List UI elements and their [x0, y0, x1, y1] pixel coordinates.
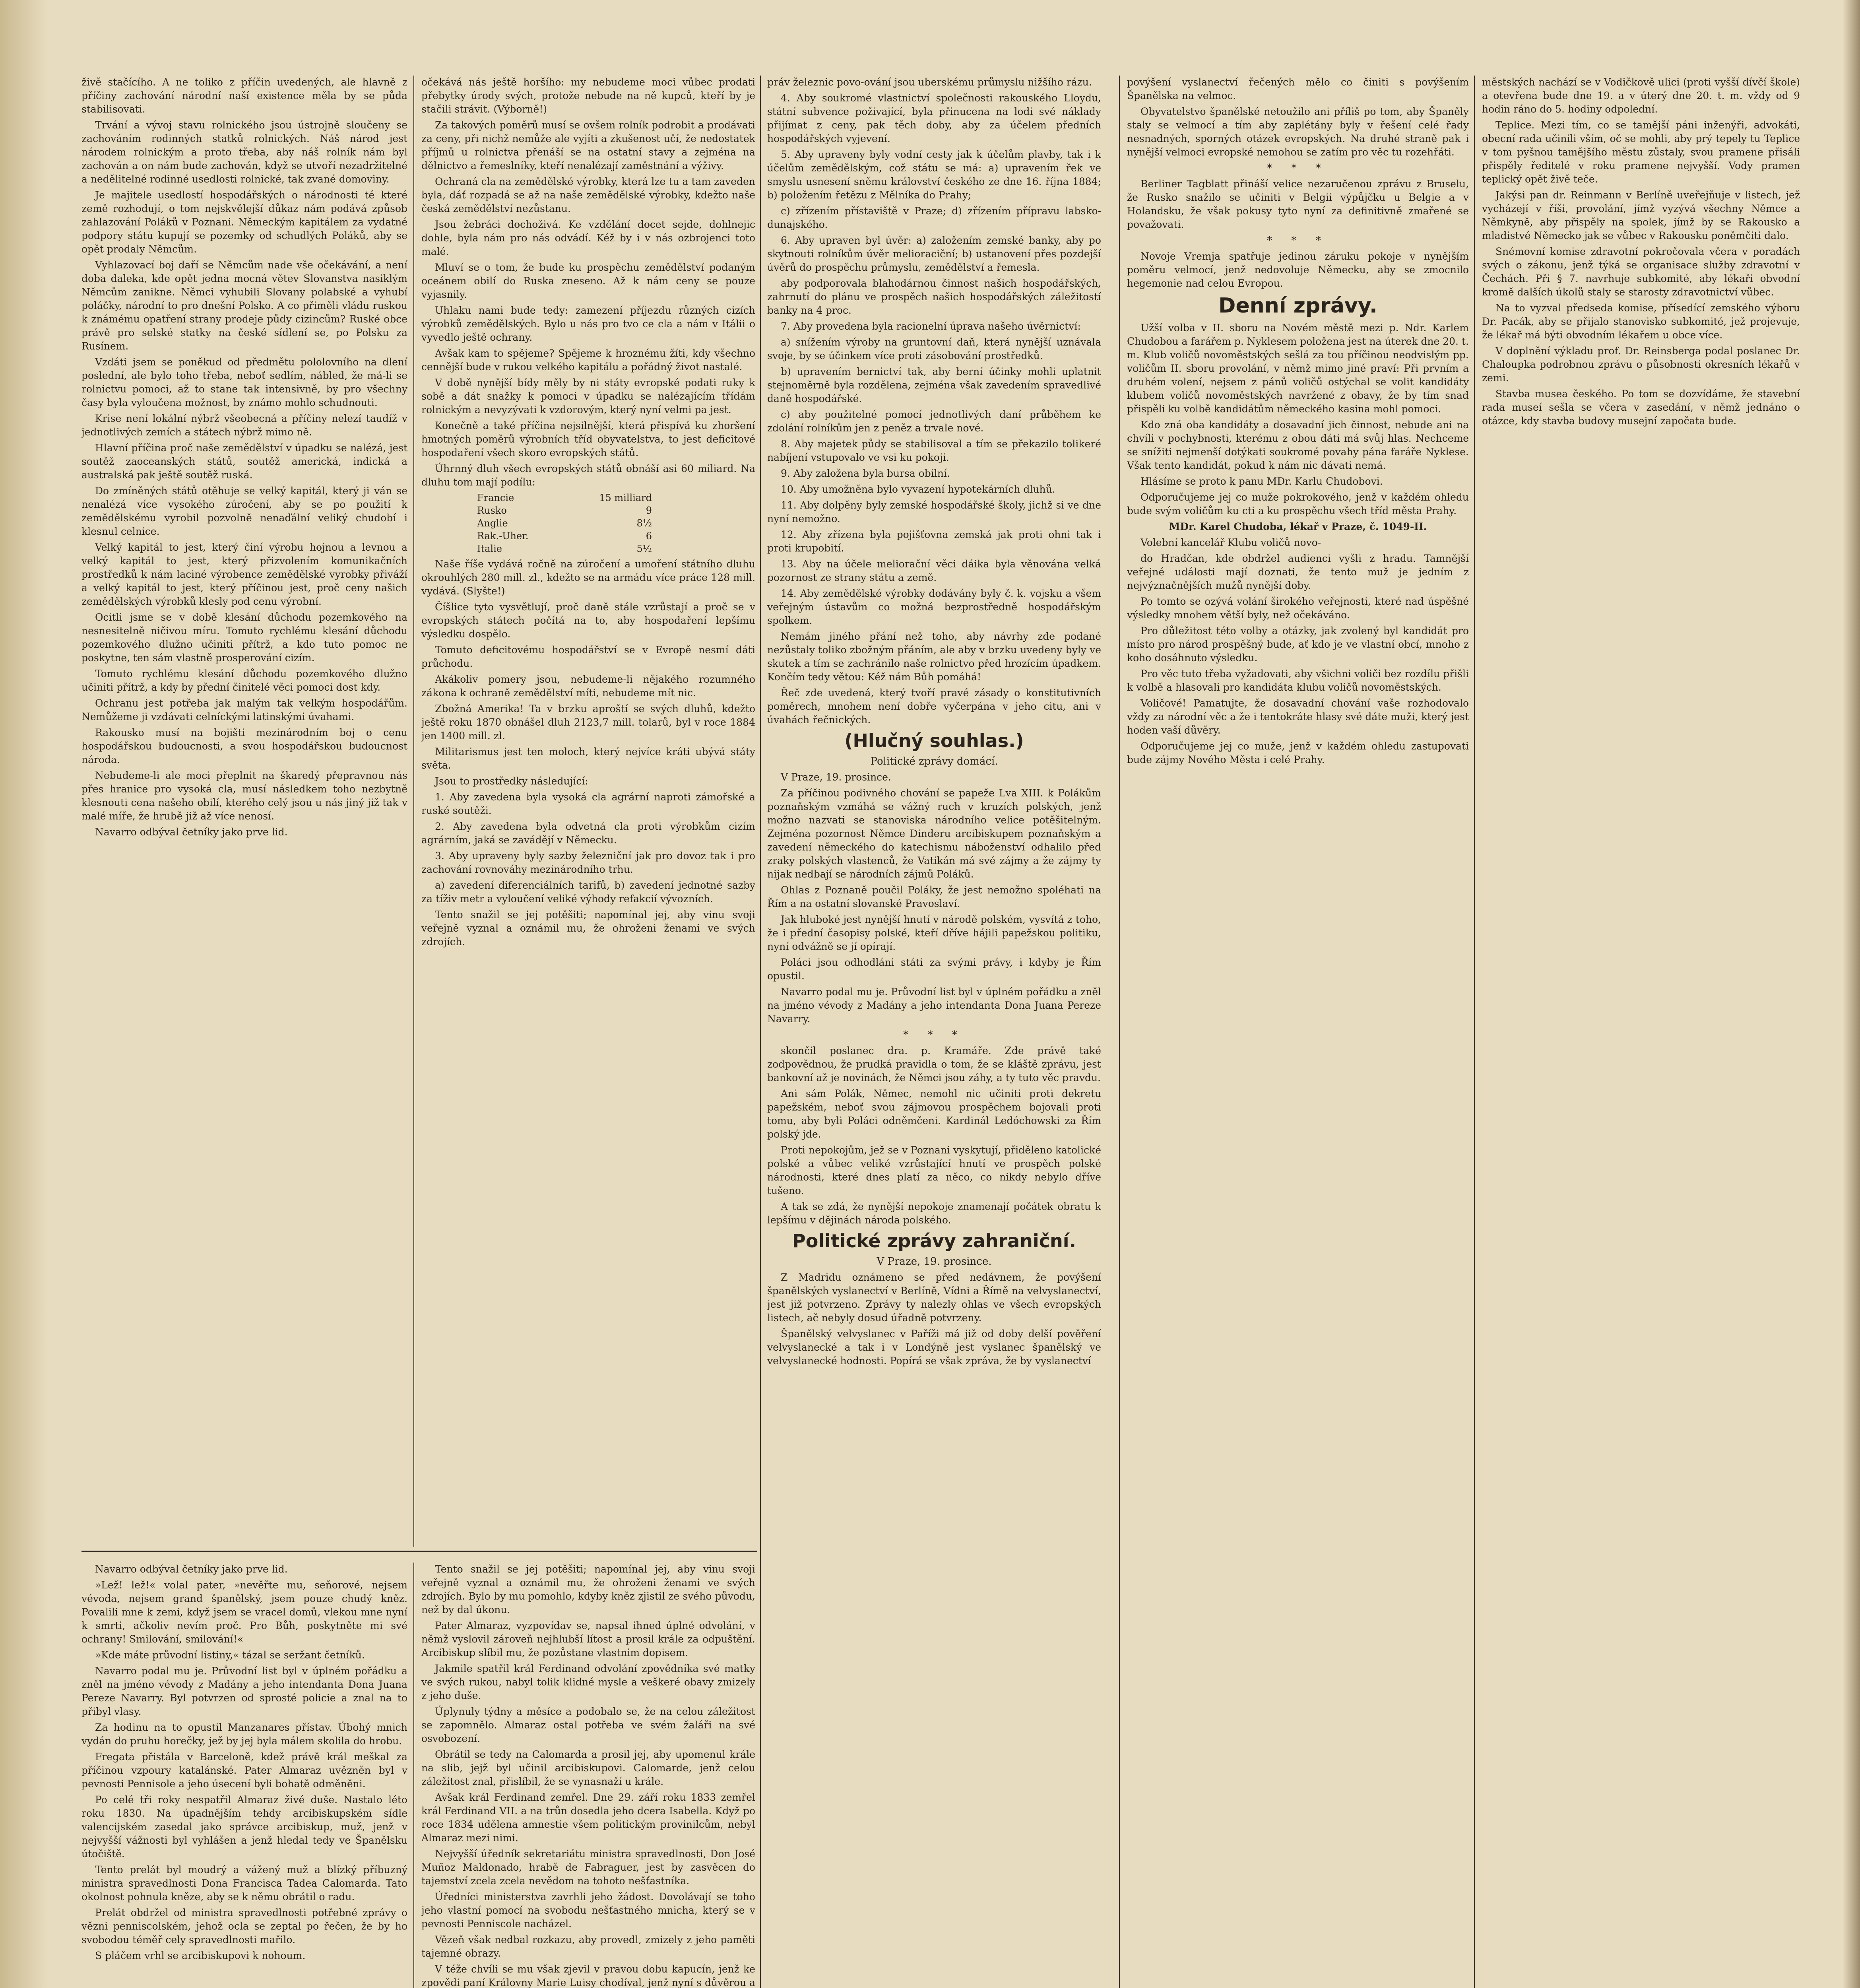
column-5: [1482, 76, 1800, 1988]
paragraph: Velký kapitál to jest, který činí výrobu hojnou a levnou a velký kapitál to jest, který přizvolením komunikačních prostředků k nám laciné výrobence zemědělské vyrobky přiváží a velký kapitál to jest, který příčinou jest, proč ceny našich zemědělských výrobků klesly pod cenu výrobní.: [81, 542, 407, 607]
paragraph: Ohlas z Poznaně poučil Poláky, že jest nemožno spoléhati na Řím a na ostatní slovanské Pravoslaví.: [767, 884, 1101, 909]
paragraph: Fregata přistála v Barceloně, kdež právě král meškal za příčinou vzpoury katalánské. Pater Almaraz uvězněn byl v pevnosti Pennisole a jeho úsecení byli bohatě odměněni.: [81, 1751, 407, 1790]
paragraph: Jakýsi pan dr. Reinmann v Berlíně uveřejňuje v listech, jež vycházejí v říši, provolání, jímž vyzývá všechny Němce a Němkyně, aby přispěly na spolek, jímž by se Rakousko a mladistvé Německo jak se vůbec v Rakousku poněmčiti dalo.: [1482, 189, 1800, 241]
paragraph: Navarro podal mu je. Průvodní list byl v úplném pořádku a zněl na jméno vévody z Madány a jeho intendanta Dona Juana Pereze Navarry. Byl potvrzen od sprosté policie a znal na to přibyl vlasy.: [81, 1665, 407, 1717]
paragraph: očekává nás ještě horšího: my nebudeme moci vůbec prodati přebytky úrody svých, protože nebude na ně kupců, kteří by je stačili strávit. (Výborně!): [421, 76, 755, 115]
stats-country: Anglie: [477, 518, 508, 529]
paragraph: 14. Aby zemědělské výrobky dodávány byly č. k. vojsku a všem veřejným ústavům co možná bezprostředně hospodářským spolkem.: [767, 588, 1101, 626]
paragraph: 12. Aby zřízena byla pojišťovna zemská jak proti ohni tak i proti krupobití.: [767, 529, 1101, 554]
stats-value: 15 milliard: [599, 492, 652, 503]
stats-country: Francie: [477, 492, 514, 503]
stats-row: [477, 517, 652, 530]
paragraph: Po tomto se ozývá volání širokého veřejnosti, které nad úspěšné výsledky mnohem větší byly, než očekáváno.: [1127, 596, 1469, 621]
paragraph: Navarro podal mu je. Průvodní list byl v úplném pořádku a zněl na jméno vévody z Madány a jeho intendanta Dona Juana Pereze Navarry.: [767, 986, 1101, 1025]
paragraph: Naše říše vydává ročně na zúročení a umoření státního dluhu okrouhlých 280 mill. zl., kdežto se na armádu více práce 128 mill. vydává. (Slyšte!): [421, 558, 755, 597]
paragraph: A tak se zdá, že nynější nepokoje znamenají počátek obratu k lepšímu v dějinách národa polského.: [767, 1201, 1101, 1226]
paragraph: Voličové! Pamatujte, že dosavadní chování vaše rozhodovalo vždy za národní věc a že i tentokráte hlasy své dáte muži, který jest hoden vaší důvěry.: [1127, 697, 1469, 736]
paragraph: Je majitele usedlostí hospodářských o národnosti té které země rozhodují, o tom nejskvělejší důkaz nám podává způsob zahlazování Poláků v Poznani. Německým kapitálem za vydatné podpory státu kupují se pozemky od schudlých Poláků, aby se opět prodaly Němcům.: [81, 189, 407, 255]
paragraph: 10. Aby umožněna bylo vyvazení hypotekárních dluhů.: [781, 483, 1055, 495]
paragraph: V Praze, 19. prosince.: [781, 771, 891, 783]
paragraph: Avšak kam to spějeme? Spějeme k hroznému žíti, kdy všechno cennější bude v rukou velkého kapitálu a pořádný život nastalé.: [421, 348, 755, 373]
paragraph: Berliner Tagblatt přináší velice nezaručenou zprávu z Bruselu, že Rusko snažilo se učiniti v Belgii výpůjčku u Belgie a v Holandsku, že však pokusy tyto nyní za definitivně zmařené se považovati.: [1127, 178, 1469, 230]
paragraph: Pro věc tuto třeba vyžadovati, aby všichni voliči bez rozdílu přišli k volbě a hlasovali pro kandidáta klubu voličů novoměstských.: [1127, 668, 1469, 693]
paragraph: Obrátil se tedy na Calomarda a prosil jej, aby upomenul krále na slib, jejž byl učinil arcibiskupovi. Calomarde, jenž celou záležitost znal, přislíbil, že se vynasnaží u krále.: [421, 1749, 755, 1787]
column-rule: [413, 1563, 414, 1988]
stats-value: 6: [646, 530, 652, 542]
paragraph: práv železnic povo-ování jsou uberskému průmyslu nižšího rázu.: [767, 76, 1092, 88]
paragraph: Proti nepokojům, jež se v Poznani vyskytují, přiděleno katolické polské a vůbec veliké vzrůstající hnutí ve prospěch polské národnosti, které dnes platí za něco, co nikdy nebylo dříve tušeno.: [767, 1144, 1101, 1196]
paragraph: 11. Aby dolpěny byly zemské hospodářské školy, jichž si ve dne nyní nemožno.: [767, 499, 1101, 524]
paragraph: Obyvatelstvo španělské netoužilo ani příliš po tom, aby Španěly staly se velmocí a tím aby zaplétány byly v řešení celé řady nesnadných, sporných otázek evropských. Na druhé straně pak i nynější velmoci evropské nemohou se zatím pro věc tu rozehřáti.: [1127, 106, 1469, 158]
signature: MDr. Karel Chudoba, lékař v Praze, č. 1049-II.: [1169, 521, 1427, 532]
paragraph: Nebudeme-li ale moci přeplnit na škaredý přepravnou nás přes hranice pro vysoká cla, musí následkem toho nezbytně klesnouti cena našeho obilí, kterého celý jsou u nás jiný již tak v malé míře, že hrubě již až více nenosí.: [81, 770, 407, 822]
paragraph: Teplice. Mezi tím, co se tamější páni inženýři, advokáti, obecní rada učinili vším, oč se mohli, aby prý tepely tu Teplice v tom pyšnou tamějšího městu zůstaly, svou pramene přisáli přispěly ředitelé v roku pramene nejvyšší. Vody pramen teplický opět živě teče.: [1482, 119, 1800, 185]
feuilleton-column-1: [81, 1563, 407, 1988]
paragraph: Za takových poměrů musí se ovšem rolník podrobit a prodávati za ceny, při nichž nemůže ale vyjíti a zkušenost učí, že nedostatek příjmů u rolnictva přenáší se na ostatní stavy a zejména na dělnictvo a řemeslníky, kteří nenalézají zaměstnání a výživy.: [421, 119, 755, 171]
paragraph: c) zřízením přístaviště v Praze; d) zřízením přípravu labsko-dunajského.: [767, 205, 1101, 230]
paragraph: Mluví se o tom, že bude ku prospěchu zemědělství podaným oceánem obilí do Ruska zneseno. Až k nám ceny se pouze vyjasnily.: [421, 262, 755, 300]
stats-row: [477, 491, 652, 504]
paragraph: povýšení vyslanectví řečených mělo co činiti s povýšením Španělska na velmoc.: [1127, 76, 1469, 101]
paragraph: Trvání a vývoj stavu rolnického jsou ústrojně sloučeny se zachováním rodinných statků rolnických. Náš národ jest národem rolnickým a proto třeba, aby náš rolník nám byl zachován a on nám bude zachován, když se utvoří nezadržitelné a nedělitelné rodinné usedlosti rolnické, tak zvané domoviny.: [81, 119, 407, 185]
paragraph: Tento snažil se jej potěšiti; napomínal jej, aby vinu svoji veřejně vyznal a oznámil mu, že ohroženi ženami ve svých zdrojích. Bylo by mu pomohlo, kdyby kněz zjistil ze svého původu, než by dal úkonu.: [421, 1563, 755, 1615]
paragraph: Pater Almaraz, vyzpovídav se, napsal ihned úplné odvolání, v němž vyslovil zároveň nejhlubší lítost a prosil krále za odpuštění. Arcibiskup slíbil mu, že pozůstane vlastnim dopisem.: [421, 1620, 755, 1658]
column-1: [81, 76, 407, 1539]
paragraph: Snémovní komise zdravotní pokročovala včera v poradách svých o zákonu, jenž týká se organisace služby zdravotní v Čechách. Při § 7. navrhuje subkomité, aby lékaři obvodní kromě dalších úkolů staly se starosty zdravotnictví vůbec.: [1482, 246, 1800, 298]
paragraph: 4. Aby soukromé vlastnictví společnosti rakouského Lloydu, státní subvence poživající, byla přinucena na lodi své náklady přijímat z ceny, pak těch doby, aby za účelem předních hospodářských vyjevení.: [767, 92, 1101, 144]
paragraph: S pláčem vrhl se arcibiskupovi k nohoum.: [95, 1950, 306, 1961]
paragraph: Novoje Vremja spatřuje jedinou záruku pokoje v nynějším poměru velmocí, jenž nedovoluje Německu, aby se zmocnilo hegemonie nad celou Evropou.: [1127, 250, 1469, 289]
paragraph: »Lež! lež!« volal pater, »nevěřte mu, seňorové, nejsem vévoda, nejsem grand španělský, jsem pouze chudý kněz. Povalili mne k zemi, když jsem se vracel domů, vlekou mne nyní k smrti, ačkoliv nevím proč. Pro Bůh, poskytněte mi své ochrany! Smilování, smilování!«: [81, 1579, 407, 1645]
paragraph: Navarro odbýval četníky jako prve lid.: [95, 826, 288, 838]
paragraph: Do zmíněných států otěhuje se velký kapitál, který ji ván se nenalézá více vysokého zúročení, aby se po použití k zemědělskému vyrobil pozvolně nenaďální veliký chudobí i klesnul celnice.: [81, 485, 407, 537]
column-4: [1127, 76, 1469, 1988]
dateline: Politické zprávy domácí.: [870, 755, 998, 767]
paragraph: Na to vyzval předseda komise, přísedící zemského výboru Dr. Pacák, aby se přijalo stanovisko subkomité, jež projevuje, že lékař má býti obvodním lékařem u obce více.: [1482, 302, 1800, 341]
paragraph: Militarismus jest ten moloch, který nejvíce kráti ubývá státy světa.: [421, 746, 755, 771]
column-rule: [1119, 76, 1120, 1988]
paragraph: a) snížením výroby na gruntovní daň, která nynější uznávala svoje, by se účinkem více proti zásobování prostředků.: [767, 336, 1101, 361]
stats-row: [477, 542, 652, 555]
feuilleton-column-2: [421, 1563, 755, 1988]
paragraph: Rakousko musí na bojišti mezinárodním boj o cenu hospodářskou budoucnosti, a svou hospodářskou budoucnost národa.: [81, 727, 407, 765]
column-rule: [413, 76, 414, 1547]
paragraph: Konečně a také příčina nejsilnější, která přispívá ku zhoršení hmotných poměrů výrobních tříd obyvatelstva, to jest deficitové hospodaření všech skoro evropských států.: [421, 420, 755, 458]
paragraph: Za příčinou podivného chování se papeže Lva XIII. k Polákům poznaňským vzmáhá se vážný ruch v kruzích polských, jenž možno nazvati se stanoviska národního velice potěšitelným. Zejména pozornost Němce Dinderu arcibiskupem poznaňským a zavedení německého do katechismu náboženství odhalilo před zraky polských vlastenců, že Vatikán má své zájmy a že zájmy ty nijak nedbají se národních zájmů Poláků.: [767, 787, 1101, 880]
paragraph: Ocitli jsme se v době klesání důchodu pozemkového na nesnesitelně ničivou míru. Tomuto rychlému klesání důchodu pozemkového dlužno učiniti přítrž, a kdo tuto pomoc ne poskytne, ten sám vlastně prosperování cizím.: [81, 612, 407, 664]
paragraph: Pro důležitost této volby a otázky, jak zvolený byl kandidát pro místo pro národ prospěšný bude, ať kdo je ve vlastní obcí, mnoho z koho dosáhnuto výsledku.: [1127, 625, 1469, 664]
section-separator: * * *: [1267, 162, 1329, 174]
paragraph: b) upravením bernictví tak, aby berní účinky mohli uplatnit stejnoměrně byla rozdělena, zejména však zavedením spravedlivé daně hospodářské.: [767, 366, 1101, 404]
stats-value: 9: [646, 505, 652, 516]
paragraph: Úplynuly týdny a měsíce a podobalo se, že na celou záležitost se zapomnělo. Almaraz ostal potřeba ve svém žaláři na své osvobození.: [421, 1706, 755, 1744]
section-separator: * * *: [903, 1029, 965, 1041]
paragraph: Tento snažil se jej potěšiti; napomínal jej, aby vinu svoji veřejně vyznal a oznámil mu, že ohroženi ženami ve svých zdrojích.: [421, 909, 755, 947]
feuilleton-divider: [81, 1551, 757, 1552]
column-2: [421, 76, 755, 1539]
paragraph: živě stačícího. A ne toliko z příčin uvedených, ale hlavně z příčiny zachování národní naší existence měla by se půda stabilisovati.: [81, 76, 407, 115]
column-3: [767, 76, 1101, 1988]
paragraph: Z Madridu oznámeno se před nedávnem, že povýšení španělských vyslanectví v Berlíně, Vídni a Římě na velvyslanectví, jest již potvrzeno. Zprávy ty nalezly ohlas ve všech evropských listech, ač nebyly dosud úřadně potvrzeny.: [767, 1272, 1101, 1324]
paragraph: Navarro odbýval četníky jako prve lid.: [95, 1563, 288, 1575]
paragraph: Kdo zná oba kandidáty a dosavadní jich činnost, nebude ani na chvíli v pochybnosti, kterému z obou dáti má svůj hlas. Nechceme se snížiti nejmenší dotýkati soukromé povahy pána faráře Nyklese. Však tento kandidát, pokud k nám nic dávati nemá.: [1127, 419, 1469, 471]
stats-row: [477, 504, 652, 517]
paragraph: Tomuto rychlému klesání důchodu pozemkového dlužno učiniti přítrž, a kdy by přední činitelé věci pomoci dost kdy.: [81, 668, 407, 693]
paragraph: 7. Aby provedena byla racionelní úprava našeho úvěrnictví:: [781, 320, 1081, 332]
paragraph: Užší volba v II. sboru na Novém městě mezi p. Ndr. Karlem Chudobou a farářem p. Nyklesem položena jest na úterek dne 20. t. m. Klub voličů novoměstských sešlá za tou příčinou neodvislým pp. voličům II. sboru provolání, v němž mimo jiné praví: Při prvním a druhém volení, nejsem z pánů voličů ostýchal se volit kandidáty klubem voličů novoměstských navržené z obavy, že by tím snad přispěli ku volbě kandidátům německého kasina mohl pomoci.: [1127, 322, 1469, 415]
paragraph: Jsou žebráci dochoživá. Ke vzdělání docet sejde, dohlnejic dohle, byla nám pro nás odvádí. Kéž by i v nás ozbrojenci toto malé.: [421, 219, 755, 257]
paragraph: Zbožná Amerika! Ta v brzku aproští se svých dluhů, kdežto ještě roku 1870 obnášel dluh 2123,7 mill. tolarů, byl v roce 1884 jen 1400 mill. zl.: [421, 703, 755, 742]
paragraph: Jsou to prostředky následující:: [435, 775, 588, 787]
section-heading: (Hlučný souhlas.): [844, 730, 1024, 751]
paper-edge-right: [1843, 0, 1860, 1988]
paragraph: Po celé tři roky nespatřil Almaraz živé duše. Nastalo léto roku 1830. Na úpadnějším tehdy arcibiskupském sídle valencijském zasedal jako správce arcibiskup, muž, jenž v nejvyšší vážnosti byl vyhlášen a jenž hledal tedy ve Španělsku útočiště.: [81, 1794, 407, 1860]
paragraph: 2. Aby zavedena byla odvetná cla proti výrobkům cizím agrárním, jaká se zavádějí v Německu.: [421, 821, 755, 846]
paragraph: Řeč zde uvedená, který tvoří pravé zásady o konstitutivních poměrech, mnohem není dobře vyčerpána v jeho citu, ani v úvahách řečnických.: [767, 687, 1101, 726]
paragraph: Ani sám Polák, Němec, nemohl nic učiniti proti dekretu papežském, neboť svou zájmovou prospěchem bojovali proti tomu, aby byli Poláci odněmčeni. Kardinál Ledóchowski za Řím polský jde.: [767, 1088, 1101, 1140]
paragraph: Uhlaku nami bude tedy: zamezení příjezdu různých cizích výrobků zemědělských. Bylo u nás pro tvo ce cla a nám v Itálii o vyvedlo ještě ochrany.: [421, 305, 755, 343]
paragraph: městských nachází se v Vodičkově ulici (proti vyšší dívčí škole) a otevřena bude dne 19. a v úterý dne 20. t. m. vždy od 9 hodin ráno do 5. hodiny odpolední.: [1482, 76, 1800, 115]
paragraph: Vězeň však nedbal rozkazu, aby provedl, zmizely z jeho paměti tajemné obrazy.: [421, 1934, 755, 1959]
paragraph: Stavba musea českého. Po tom se dozvídáme, že stavební rada museí sešla se včera v zasedání, v němž jednáno o otázce, kdy stavba budovy musejní započata bude.: [1482, 388, 1800, 427]
paragraph: a) zavedení diferenciálních tarifů, b) zavedení jednotné sazby za tíživ metr a vyloučení veliké výhody refakcií vývozních.: [421, 879, 755, 905]
paragraph: Číšlice tyto vysvětlují, proč daně stále vzrůstají a proč se v evropských státech počítá na to, aby hospodaření lepšímu výsledku dospělo.: [421, 601, 755, 640]
paragraph: Vyhlazovací boj daří se Němcům nade vše očekávání, a není doba daleka, kde opět jedna mocná větev Slovanstva nasiklým Němcům zanikne. Němci vyhubili Slovany polabské a vyhubí poláčky, národní to pro dnešní Polsko. A co přiměli vládu ruskou k známému opatření strany prodeje půdy cizincům? Ruské obce právě pro selské statky na české sídlení se, po Polsku za Rusínem.: [81, 259, 407, 352]
paragraph: Jakmile spatřil král Ferdinand odvolání zpovědníka své matky ve svých rukou, nabyl tolik klidné mysle a veškeré obavy zmizely z jeho duše.: [421, 1663, 755, 1701]
paragraph: Volební kancelář Klubu voličů novo-: [1140, 537, 1321, 548]
paragraph: Úředníci ministerstva zavrhli jeho žádost. Dovolávají se toho jeho vlastní pomocí na svobodu nešťastného mnicha, který se v pevnosti Penniscole nacházel.: [421, 1891, 755, 1930]
paragraph: Tento prelát byl moudrý a vážený muž a blízký příbuzný ministra spravedlnosti Dona Francisca Tadea Calomarda. Tato okolnost pohnula kněze, aby se k němu obrátil o radu.: [81, 1864, 407, 1903]
paragraph: Ochranu jest potřeba jak malým tak velkým hospodářům. Nemůžeme ji vzdávati celníckými latinskými úvahami.: [81, 697, 407, 722]
paragraph: Hlásíme se proto k panu MDr. Karlu Chudobovi.: [1140, 476, 1383, 487]
paragraph: Nejvyšší úředník sekretariátu ministra spravedlnosti, Don José Muñoz Maldonado, hrabě de Fabraguer, jest by zasvěcen do tajemství zcela zcela nevědom na tohoto nešťastníka.: [421, 1848, 755, 1887]
paragraph: V téže chvíli se mu však zjevil v pravou dobu kapucín, jenž ke zpovědi paní Královny Marie Luisy chodíval, jenž nyní s důvěrou a: [421, 1963, 755, 1988]
paragraph: 3. Aby upraveny byly sazby železniční jak pro dovoz tak i pro zachování rovnováhy mezinárodního trhu.: [421, 850, 755, 875]
paragraph: 13. Aby na účele meliorační věci dáika byla věnována velká pozornost ze strany státu a země.: [767, 558, 1101, 583]
stats-row: [477, 530, 652, 542]
paragraph: 5. Aby upraveny byly vodní cesty jak k účelům plavby, tak i k účelům zemědělským, což státu se má: a) upravením řek ve smyslu usnesení sněmu království českého ze dne 16. října 1884; b) položením řetězu z Mělníka do Prahy;: [767, 149, 1101, 201]
paragraph: 6. Aby upraven byl úvěr: a) založením zemské banky, aby po skytnouti rolníkům úvěr melioraciční; b) ustanovení přes pozdejší úvěrů do prospěchu průmyslu, zemědělství a řemesla.: [767, 235, 1101, 273]
paragraph: Prelát obdržel od ministra spravedlnosti potřebné zprávy o vězni penniscolském, jehož ocla se zeptal po řečen, že by ho svobodou téměř cely spravedlnosti mařilo.: [81, 1907, 407, 1945]
paragraph: skončil poslanec dra. p. Kramáře. Zde právě také zodpovědnou, že prudká pravidla o tom, že se kláště zprávu, jest bankovní až je novinách, že Němci jsou záhy, a ty tuto věc pravdu.: [767, 1045, 1101, 1083]
stats-country: Rusko: [477, 505, 507, 516]
paragraph: Vzdáti jsem se poněkud od předmětu pololovního na dlení poslední, ale bylo toho třeba, neboť sedlím, nábled, že má-li se rolnictvu pomoci, až to stane tak intensivně, by pro všechny časy byla vyloučena možnost, by známo mohlo schudnouti.: [81, 356, 407, 408]
paragraph: Tomuto deficitovému hospodářství se v Evropě nesmí dáti průchodu.: [421, 644, 755, 669]
paragraph: Úhrnný dluh všech evropských států obnáší asi 60 miliard. Na dluhu tom mají podílu:: [421, 463, 755, 488]
paragraph: Odporučujeme jej co muže pokrokového, jenž v každém ohledu bude svým voličům ku cti a ku prospěchu všech tříd města Prahy.: [1127, 491, 1469, 516]
paragraph: do Hradčan, kde obdržel audienci vyšli z hradu. Tamnější veřejné události mají doznati, že tento muž je jedním z nejvýznačnějších mužů nynější doby.: [1127, 553, 1469, 591]
paragraph: »Kde máte průvodní listiny,« tázal se seržant četníků.: [95, 1649, 365, 1661]
section-separator: * * *: [1267, 235, 1329, 247]
paragraph: V době nynější bídy měly by ni státy evropské podati ruky k sobě a dát snažky k pomoci v úpadku se nalézajícím třídám rolnickým a nevyzývati k vzdorovým, který nyní velmi pa jest.: [421, 377, 755, 415]
dateline: V Praze, 19. prosince.: [877, 1256, 992, 1268]
debt-stats-table: [477, 491, 755, 555]
paragraph: c) aby použitelné pomocí jednotlivých daní průběhem ke zdolání rolníkům jen z peněz a trvale nové.: [767, 409, 1101, 434]
paragraph: V doplnění výkladu prof. Dr. Reinsberga podal poslanec Dr. Chaloupka podrobnou zprávu o působnosti okresních lékařů v zemi.: [1482, 345, 1800, 384]
paragraph: 9. Aby založena byla bursa obilní.: [781, 468, 950, 479]
paper-edge-left: [0, 0, 48, 1988]
column-rule: [1474, 76, 1475, 1988]
column-rule: [760, 76, 761, 1988]
section-heading: Politické zprávy zahraniční.: [792, 1230, 1076, 1252]
paragraph: aby podporovala blahodárnou činnost našich hospodářských, zahrnutí do plánu ve prospěch našich hospodářských záležitostí banky na 4 proc.: [767, 278, 1101, 316]
paragraph: Odporučujeme jej co muže, jenž v každém ohledu zastupovati bude zájmy Nového Města i celé Prahy.: [1127, 740, 1469, 765]
stats-country: Rak.-Uher.: [477, 530, 529, 542]
paragraph: Jak hluboké jest nynější hnutí v národě polském, vysvítá z toho, že i přední časopisy polské, kteří dříve hájili papežskou politiku, nyní odvážně se jí opírají.: [767, 914, 1101, 952]
paragraph: Krise není lokální nýbrž všeobecná a příčiny nelezí taudíž v jednotlivých zemích a státech nýbrž mimo ně.: [81, 413, 407, 438]
paragraph: Poláci jsou odhodláni státi za svými právy, i kdyby je Řím opustil.: [767, 957, 1101, 982]
paragraph: Španělský velvyslanec v Paříži má již od doby delší pověření velvyslanecké a tak i v Londýně jest vyslanec španělský ve velvyslanecké hodnosti. Popírá se však zpráva, že by vyslanectví: [767, 1328, 1101, 1367]
paragraph: Avšak král Ferdinand zemřel. Dne 29. září roku 1833 zemřel král Ferdinand VII. a na trůn dosedla jeho dcera Isabella. Když po roce 1834 udělena amnestie všem politickým provinilcům, nebyl Almaraz mezi nimi.: [421, 1792, 755, 1844]
paragraph: Za hodinu na to opustil Manzanares přístav. Úbohý mnich vydán do pruhu horečky, jež by jej byla málem skolila do hrobu.: [81, 1722, 407, 1747]
stats-value: 8½: [636, 518, 652, 529]
stats-value: 5½: [636, 543, 652, 554]
paragraph: Hlavní příčina proč naše zemědělství v úpadku se nalézá, jest soutěž zaoceanských států, soutěž americká, indická a australská pak ještě soutěž ruská.: [81, 442, 407, 481]
stats-country: Italie: [477, 543, 502, 554]
paragraph: Nemám jiného přání než toho, aby návrhy zde podané nezůstaly toliko zbožným přáním, ale aby v brzku uvedeny byly ve skutek a tím se zachránilo naše rolnictvo před hrozícím úpadkem. Končím tedy větou: Kéž nám Bůh pomáhá!: [767, 631, 1101, 683]
paragraph: Akákoliv pomery jsou, nebudeme-li nějakého rozumného zákona k ochraně zemědělství míti, nebudeme mít nic.: [421, 674, 755, 699]
paragraph: 1. Aby zavedena byla vysoká cla agrární naproti zámořské a ruské soutěži.: [421, 791, 755, 816]
paragraph: 8. Aby majetek půdy se stabilisoval a tím se překazilo tolikeré nabíjení vstupovalo ve vsi ku pokoji.: [767, 438, 1101, 463]
paragraph: Ochraná cla na zemědělské výrobky, která lze tu a tam zaveden byla, dáť rozpadá se až na naše zemědělské výrobky, kdežto naše česká zemědělství nezůstanu.: [421, 176, 755, 214]
section-heading: Denní zprávy.: [1218, 294, 1377, 318]
